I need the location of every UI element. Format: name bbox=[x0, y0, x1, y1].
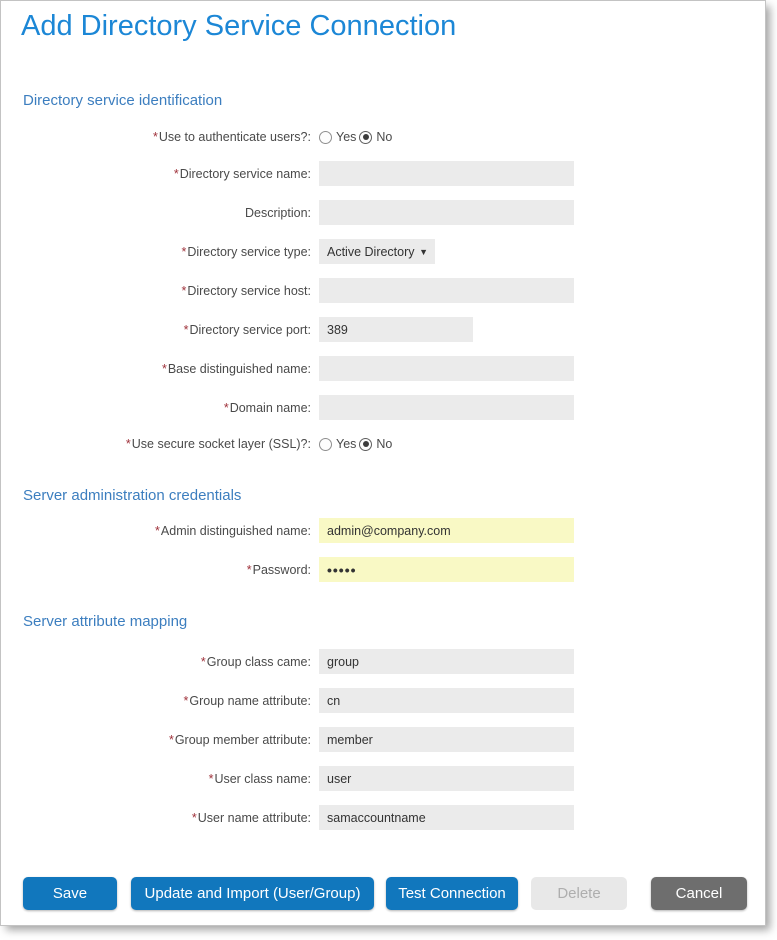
field-row-password bbox=[1, 557, 765, 582]
password-input[interactable] bbox=[319, 557, 574, 582]
required-asterisk: * bbox=[183, 322, 189, 337]
ssl-yes-label: Yes bbox=[336, 437, 357, 451]
field-row-base-dn bbox=[1, 356, 765, 381]
field-row-group-class bbox=[1, 649, 765, 674]
authenticate-no-label: No bbox=[376, 130, 393, 144]
base-dn-input[interactable] bbox=[319, 356, 574, 381]
chevron-down-icon: ▼ bbox=[419, 246, 428, 257]
user-class-input[interactable] bbox=[319, 766, 574, 791]
section-server-administration-credentials: Server administration credentials bbox=[23, 487, 242, 504]
group-class-input[interactable] bbox=[319, 649, 574, 674]
group-member-attr-label: *Group member attribute: bbox=[168, 732, 311, 747]
group-name-attr-label: *Group name attribute: bbox=[183, 693, 311, 708]
page-title: Add Directory Service Connection bbox=[21, 10, 457, 42]
delete-button[interactable]: Delete bbox=[531, 877, 627, 910]
admin-dn-label: *Admin distinguished name: bbox=[155, 523, 311, 538]
description-input[interactable] bbox=[319, 200, 574, 225]
field-row-service-host bbox=[1, 278, 765, 303]
required-asterisk: * bbox=[181, 283, 187, 298]
domain-name-label: *Domain name: bbox=[223, 400, 311, 415]
field-row-description bbox=[1, 200, 765, 225]
save-button[interactable]: Save bbox=[23, 877, 117, 910]
service-name-input[interactable] bbox=[319, 161, 574, 186]
field-row-group-member-attr bbox=[1, 727, 765, 752]
service-type-selected-value: Active Directory bbox=[327, 244, 415, 259]
group-name-attr-input[interactable] bbox=[319, 688, 574, 713]
domain-name-input[interactable] bbox=[319, 395, 574, 420]
required-asterisk: * bbox=[191, 810, 197, 825]
password-label: *Password: bbox=[246, 562, 311, 577]
button-bar bbox=[23, 877, 765, 910]
field-row-domain-name bbox=[1, 395, 765, 420]
field-row-ssl bbox=[1, 434, 765, 454]
update-and-import-button[interactable]: Update and Import (User/Group) bbox=[131, 877, 374, 910]
required-asterisk: * bbox=[168, 732, 174, 747]
field-row-group-name-attr bbox=[1, 688, 765, 713]
required-asterisk: * bbox=[246, 562, 252, 577]
required-asterisk: * bbox=[181, 244, 187, 259]
required-asterisk: * bbox=[173, 166, 179, 181]
authenticate-label: *Use to authenticate users?: bbox=[152, 130, 311, 144]
field-row-admin-dn bbox=[1, 518, 765, 543]
authenticate-radio-group bbox=[319, 127, 395, 147]
service-host-input[interactable] bbox=[319, 278, 574, 303]
ssl-no-label: No bbox=[376, 437, 393, 451]
ssl-no-radio[interactable] bbox=[359, 438, 372, 451]
required-asterisk: * bbox=[183, 693, 189, 708]
required-asterisk: * bbox=[200, 654, 206, 669]
ssl-label: *Use secure socket layer (SSL)?: bbox=[125, 437, 311, 451]
service-name-label: *Directory service name: bbox=[173, 166, 311, 181]
field-row-service-port bbox=[1, 317, 765, 342]
service-type-select[interactable] bbox=[319, 239, 435, 264]
required-asterisk: * bbox=[161, 361, 167, 376]
field-row-user-name-attr bbox=[1, 805, 765, 830]
authenticate-yes-label: Yes bbox=[336, 130, 357, 144]
admin-dn-input[interactable] bbox=[319, 518, 574, 543]
service-port-input[interactable] bbox=[319, 317, 473, 342]
field-row-authenticate bbox=[1, 127, 765, 147]
authenticate-no-radio[interactable] bbox=[359, 131, 372, 144]
required-asterisk: * bbox=[152, 130, 158, 144]
cancel-button[interactable]: Cancel bbox=[651, 877, 747, 910]
section-directory-service-identification: Directory service identification bbox=[23, 92, 223, 109]
test-connection-button[interactable]: Test Connection bbox=[386, 877, 518, 910]
service-type-label: *Directory service type: bbox=[181, 244, 311, 259]
service-host-label: *Directory service host: bbox=[181, 283, 311, 298]
user-class-label: *User class name: bbox=[208, 771, 311, 786]
group-class-label: *Group class came: bbox=[200, 654, 311, 669]
section-server-attribute-mapping: Server attribute mapping bbox=[23, 613, 188, 630]
field-row-service-type bbox=[1, 239, 765, 264]
user-name-attr-label: *User name attribute: bbox=[191, 810, 311, 825]
field-row-user-class bbox=[1, 766, 765, 791]
group-member-attr-input[interactable] bbox=[319, 727, 574, 752]
required-asterisk: * bbox=[223, 400, 229, 415]
authenticate-yes-radio[interactable] bbox=[319, 131, 332, 144]
service-port-label: *Directory service port: bbox=[183, 322, 311, 337]
ssl-yes-radio[interactable] bbox=[319, 438, 332, 451]
field-row-service-name bbox=[1, 161, 765, 186]
ssl-radio-group bbox=[319, 434, 395, 454]
base-dn-label: *Base distinguished name: bbox=[161, 361, 311, 376]
required-asterisk: * bbox=[208, 771, 214, 786]
required-asterisk: * bbox=[155, 523, 160, 538]
required-asterisk: * bbox=[125, 437, 131, 451]
user-name-attr-input[interactable] bbox=[319, 805, 574, 830]
description-label: Description: bbox=[245, 205, 311, 220]
